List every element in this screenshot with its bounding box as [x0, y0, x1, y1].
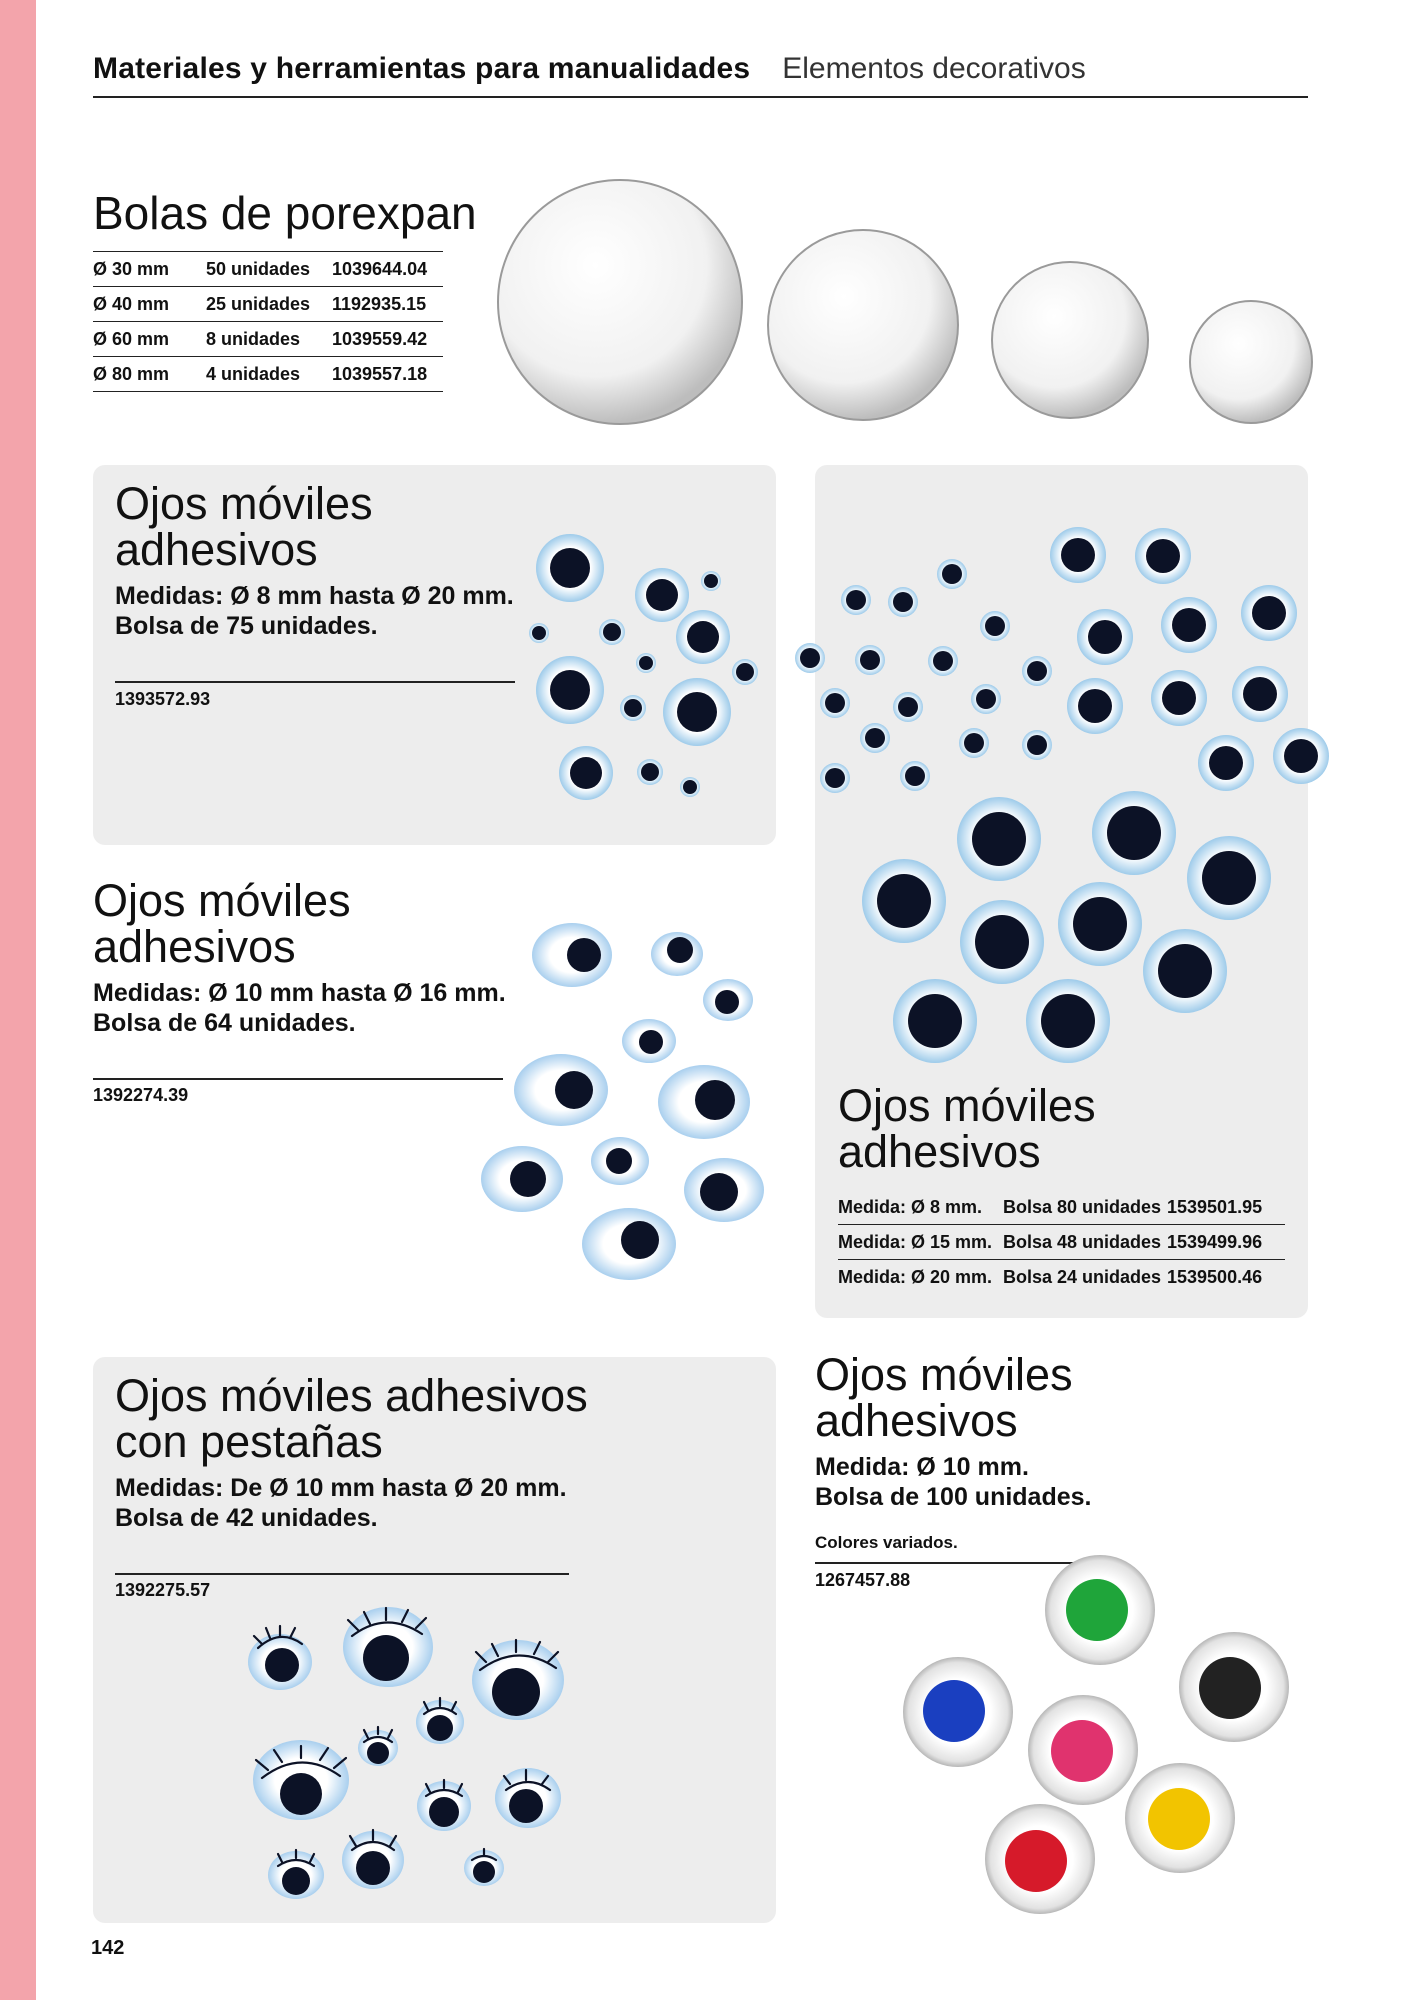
page-header — [93, 52, 1308, 98]
product-desc: Medida: Ø 10 mm. — [815, 1453, 1029, 1481]
product-code: 1267457.88 — [815, 1570, 911, 1590]
product-e-text — [815, 1349, 1092, 1512]
product-code: 1393572.93 — [115, 689, 211, 709]
size-cell: Ø 60 mm — [93, 328, 170, 349]
code-cell: 1539499.96 — [1167, 1231, 1263, 1252]
product-title: adhesivos — [838, 1126, 1041, 1177]
product-title: Ojos móviles — [838, 1080, 1096, 1131]
foam-balls-image — [490, 175, 1320, 435]
qty-cell: Bolsa 24 unidades — [1003, 1267, 1162, 1287]
eyelash-eyes-image — [240, 1600, 580, 1900]
code-cell: 1192935.15 — [332, 293, 427, 314]
qty-cell: 4 unidades — [206, 363, 301, 384]
product-title: con pestañas — [115, 1416, 383, 1467]
size-cell: Ø 80 mm — [93, 363, 170, 384]
code-cell: 1039644.04 — [332, 258, 428, 279]
size-cell: Medida: Ø 8 mm. — [838, 1196, 983, 1217]
product-title: Ojos móviles — [93, 875, 351, 926]
product-title: Ojos móviles — [115, 478, 373, 529]
page-number: 142 — [91, 1937, 125, 1959]
product-desc: Bolsa de 42 unidades. — [115, 1504, 378, 1532]
product-b-text — [93, 875, 506, 1038]
size-cell: Ø 40 mm — [93, 293, 170, 314]
table-row — [838, 1225, 1285, 1260]
side-color-band — [0, 0, 36, 2000]
product-desc: Bolsa de 100 unidades. — [815, 1483, 1092, 1511]
table-row — [93, 287, 443, 322]
product-d-text — [115, 1370, 588, 1533]
product-desc: Bolsa de 75 unidades. — [115, 612, 378, 640]
colored-eyes-image — [890, 1548, 1310, 1928]
product-title: adhesivos — [93, 921, 296, 972]
bolas-title: Bolas de porexpan — [93, 187, 477, 239]
pupil-blue — [923, 1680, 985, 1742]
qty-cell: Bolsa 80 unidades — [1003, 1196, 1162, 1217]
qty-cell: 50 unidades — [206, 258, 311, 279]
product-code: 1392274.39 — [93, 1085, 189, 1105]
googly-eyes-image-c — [785, 510, 1340, 1070]
divider — [115, 681, 515, 683]
product-desc: Medidas: Ø 10 mm hasta Ø 16 mm. — [93, 979, 506, 1007]
pupil-yellow — [1148, 1788, 1210, 1850]
qty-cell: 25 unidades — [206, 293, 311, 314]
code-cell: 1539500.46 — [1167, 1267, 1263, 1287]
product-code: 1392275.57 — [115, 1580, 211, 1600]
product-a-text — [115, 478, 514, 641]
code-cell: 1039557.18 — [332, 363, 428, 384]
product-title: adhesivos — [815, 1395, 1018, 1446]
product-desc: Medidas: De Ø 10 mm hasta Ø 20 mm. — [115, 1474, 567, 1502]
subsection-title: Elementos decorativos — [782, 52, 1086, 85]
googly-eyes-image-b — [480, 915, 770, 1285]
size-cell: Medida: Ø 15 mm. — [838, 1231, 993, 1252]
product-note: Colores variados. — [815, 1533, 958, 1552]
product-c-spec-table — [838, 1190, 1285, 1295]
bolas-spec-table — [93, 251, 443, 392]
product-desc: Medidas: Ø 8 mm hasta Ø 20 mm. — [115, 582, 514, 610]
table-row — [838, 1190, 1285, 1225]
product-desc: Bolsa de 64 unidades. — [93, 1009, 356, 1037]
table-row — [838, 1260, 1285, 1295]
pupil-green — [1066, 1579, 1128, 1641]
pupil-black — [1199, 1657, 1261, 1719]
size-cell: Ø 30 mm — [93, 258, 170, 279]
pupil-pink — [1051, 1720, 1113, 1782]
product-title: Ojos móviles adhesivos — [115, 1370, 588, 1421]
product-c-text — [838, 1080, 1096, 1177]
table-row — [93, 252, 443, 287]
product-title: adhesivos — [115, 524, 318, 575]
code-cell: 1539501.95 — [1167, 1196, 1263, 1217]
table-row — [93, 357, 443, 392]
section-title: Materiales y herramientas para manualidades — [93, 52, 751, 85]
googly-eyes-image-a — [520, 520, 770, 810]
qty-cell: 8 unidades — [206, 328, 301, 349]
product-title: Ojos móviles — [815, 1349, 1073, 1400]
size-cell: Medida: Ø 20 mm. — [838, 1267, 993, 1287]
code-cell: 1039559.42 — [332, 328, 428, 349]
qty-cell: Bolsa 48 unidades — [1003, 1231, 1162, 1252]
divider — [93, 1078, 503, 1080]
table-row — [93, 322, 443, 357]
divider — [115, 1573, 569, 1575]
pupil-red — [1005, 1830, 1067, 1892]
